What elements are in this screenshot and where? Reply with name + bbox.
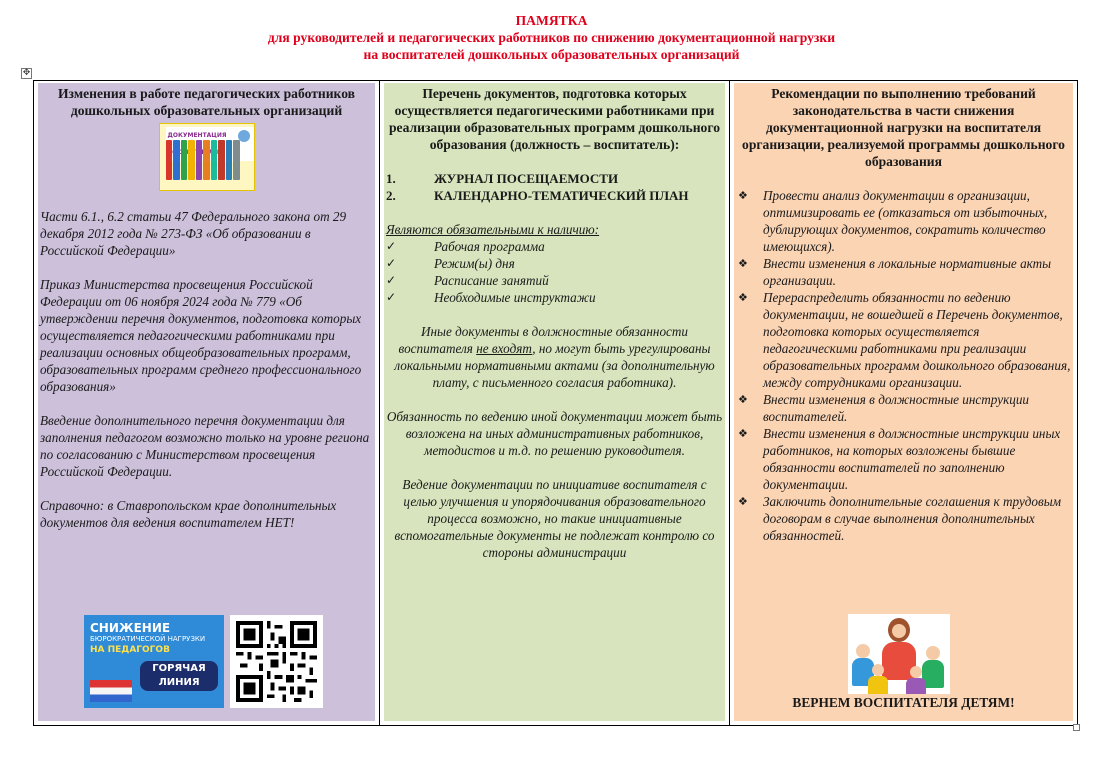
memo-subtitle-2: на воспитателей дошкольных образовательных организаций xyxy=(363,47,740,62)
checkmark-icon: ✓ xyxy=(386,239,397,253)
stavropol-note: Справочно: в Ставропольском крае дополнительных документов для ведения воспитателем НЕТ! xyxy=(40,498,337,530)
diamond-bullet-icon: ❖ xyxy=(738,393,748,406)
banner-line-3: НА ПЕДАГОГОВ xyxy=(90,645,170,655)
checkmark-icon: ✓ xyxy=(386,256,397,270)
banner-line-1: СНИЖЕНИЕ xyxy=(90,621,171,635)
banner-hotline: ГОРЯЧАЯ ЛИНИЯ xyxy=(140,661,218,691)
list-item: ✓ Необходимые инструктажи xyxy=(386,290,596,305)
column-document-list xyxy=(380,81,730,725)
folders-icon xyxy=(166,140,240,180)
documentation-folders-image xyxy=(159,123,255,191)
column-recommendations-title: Рекомендации по выполнению требований законодательства в части снижения документационной нагрузки на воспитателя организации, реализуемой программы дошкольного образования xyxy=(742,86,1065,169)
books-icon xyxy=(90,680,132,702)
list-item: ❖ Внести изменения в локальные нормативные акты организации. xyxy=(738,256,1052,288)
other-staff-note: Обязанность по ведению иной документации может быть возложена на иных административных работников, методистов и т.д. по решению руководителя. xyxy=(386,409,723,458)
diamond-bullet-icon: ❖ xyxy=(738,427,748,440)
list-item: ❖ Перераспределить обязанности по ведению документации, не вошедшей в Перечень документов, подготовка которых осуществляется педагогическими работниками при реализации образовательных программ дошкольного образования, между сотрудниками организации. xyxy=(738,290,1071,390)
qr-code-icon[interactable] xyxy=(230,615,323,708)
list-item: ✓ Рабочая программа xyxy=(386,239,545,254)
banner-line-2: БЮРОКРАТИЧЕСКОЙ НАГРУЗКИ xyxy=(90,635,206,643)
hotline-images xyxy=(84,615,323,708)
column-changes xyxy=(34,81,380,725)
column-recommendations xyxy=(730,81,1077,725)
list-item: 2. КАЛЕНДАРНО-ТЕМАТИЧЕСКИЙ ПЛАН xyxy=(386,188,689,203)
list-item: ❖ Заключить дополнительные соглашения к трудовым договорам в случае выполнения дополнительных обязанностей. xyxy=(738,494,1062,543)
folders-image-label: ДОКУМЕНТАЦИЯ xyxy=(166,127,254,161)
memo-header xyxy=(0,12,1103,63)
list-item: ✓ Расписание занятий xyxy=(386,273,549,288)
memo-table xyxy=(33,80,1078,726)
checkmark-icon: ✓ xyxy=(386,290,397,304)
list-item: ❖ Внести изменения в должностные инструкции воспитателей. xyxy=(738,392,1030,424)
diamond-bullet-icon: ❖ xyxy=(738,291,748,304)
hotline-banner xyxy=(84,615,224,708)
list-item: ❖ Провести анализ документации в организации, оптимизировать ее (отказаться от избыточных, дублирующих документов, сократить количество имеющихся). xyxy=(738,188,1048,254)
diamond-bullet-icon: ❖ xyxy=(738,189,748,202)
list-item: ❖ Внести изменения в должностные инструкции иных работников, на которых возложены бывшие обязанности воспитателей по заполнению документации. xyxy=(738,426,1061,492)
doc-attendance-journal: ЖУРНАЛ ПОСЕЩАЕМОСТИ xyxy=(434,171,619,186)
doc-calendar-plan: КАЛЕНДАРНО-ТЕМАТИЧЕСКИЙ ПЛАН xyxy=(434,188,689,203)
column-changes-title: Изменения в работе педагогических работников дошкольных образовательных организаций xyxy=(57,86,355,118)
person-icon xyxy=(238,130,250,142)
diamond-bullet-icon: ❖ xyxy=(738,495,748,508)
list-item: 1. ЖУРНАЛ ПОСЕЩАЕМОСТИ xyxy=(386,171,619,186)
closing-slogan: ВЕРНЕМ ВОСПИТАТЕЛЯ ДЕТЯМ! xyxy=(792,695,1015,710)
checkmark-icon: ✓ xyxy=(386,273,397,287)
additional-list-note: Введение дополнительного перечня документации для заполнения педагогом возможно только на уровне региона по согласованию с Министерством просвещения Российской Федерации. xyxy=(40,413,370,479)
mandatory-heading: Являются обязательными к наличию: xyxy=(386,222,600,237)
column-document-list-title: Перечень документов, подготовка которых осуществляется педагогическими работниками при реализации образовательных программ дошкольного образования (должность – воспитатель): xyxy=(388,86,720,152)
required-docs-list xyxy=(386,170,723,204)
law-reference: Части 6.1., 6.2 статьи 47 Федерального закона от 29 декабря 2012 года № 273-ФЗ «Об образовании в Российской Федерации» xyxy=(40,209,347,258)
memo-subtitle-1: для руководителей и педагогических работников по снижению документационной нагрузки xyxy=(267,30,836,45)
table-move-handle-icon[interactable]: ✥ xyxy=(22,68,31,78)
other-docs-note: Иные документы в должностные обязанности воспитателя не входят, но могут быть урегулированы локальными нормативными актами (за дополнительную плату, с письменного согласия работника). xyxy=(394,324,715,390)
table-resize-handle[interactable] xyxy=(1073,724,1080,731)
teacher-with-children-image xyxy=(848,614,950,694)
order-reference: Приказ Министерства просвещения Российской Федерации от 06 ноября 2024 года № 779 «Об утверждении перечня документов, подготовка которых осуществляется педагогическими работниками при реализации основных общеобразовательных программ, образовательных программ среднего профессионального образования» xyxy=(40,277,362,394)
mandatory-list xyxy=(386,238,723,306)
diamond-bullet-icon: ❖ xyxy=(738,257,748,270)
list-item: ✓ Режим(ы) дня xyxy=(386,256,515,271)
memo-title: ПАМЯТКА xyxy=(515,13,588,28)
initiative-docs-note: Ведение документации по инициативе воспитателя с целью улучшения и упорядочивания образовательного процесса возможно, но такие инициативные вспомогательные документы не подлежат контролю со стороны администрации xyxy=(394,477,715,560)
recommendations-list xyxy=(736,187,1071,544)
